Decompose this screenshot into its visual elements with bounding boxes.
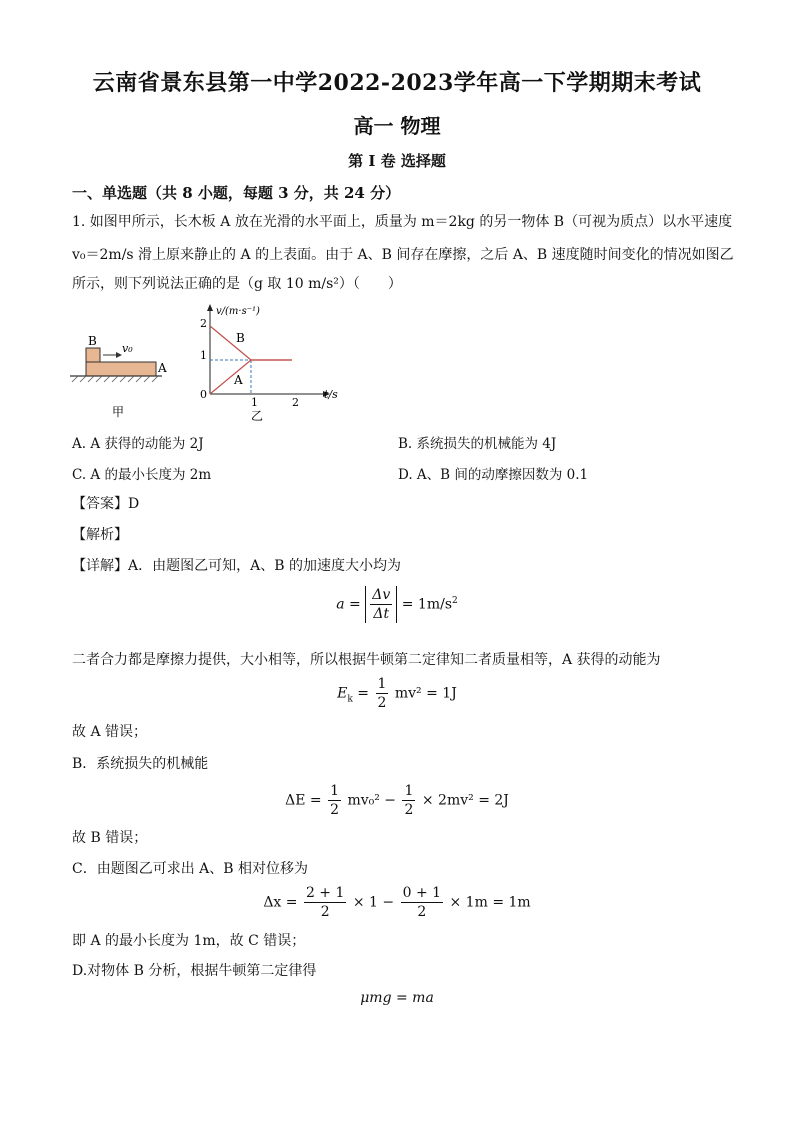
detail-line-2: 二者合力都是摩擦力提供，大小相等，所以根据牛顿第二定律知二者质量相等，A 获得的动能为 <box>72 652 661 668</box>
series-label-a: A <box>234 373 243 387</box>
y-axis-arrowhead <box>207 304 213 311</box>
analysis-heading: 【解析】 <box>72 527 128 543</box>
detail-line-4: B．系统损失的机械能 <box>72 756 209 772</box>
answer-line: 【答案】D <box>72 496 140 512</box>
y-tick-1: 1 <box>200 349 207 362</box>
option-a: A. A 获得的动能为 2J <box>72 436 204 452</box>
board-a <box>86 362 156 376</box>
series-line-b <box>210 326 292 360</box>
equation-kinetic-energy: $E_k$ = $\frac{1}{2}$ mv² = 1J <box>337 676 457 711</box>
series-label-b: B <box>236 331 245 345</box>
detail-line-7: 即 A 的最小长度为 1m，故 C 错误； <box>72 933 306 949</box>
block-b <box>86 348 100 362</box>
subject-title: 高一 物理 <box>353 114 441 138</box>
caption-jia: 甲 <box>112 405 125 419</box>
equation-friction: μmg = ma <box>360 990 434 1006</box>
option-b: B. 系统损失的机械能为 4J <box>398 436 557 452</box>
detail-line-1: 【详解】A．由题图乙可知，A、B 的加速度大小均为 <box>72 558 401 574</box>
x-tick-2: 2 <box>292 396 299 409</box>
option-c: C. A 的最小长度为 2m <box>72 467 212 483</box>
page-title: 云南省景东县第一中学2022-2023学年高一下学期期末考试 <box>92 70 702 96</box>
detail-line-8: D.对物体 B 分析，根据牛顿第二定律得 <box>72 963 317 979</box>
y-tick-0: 0 <box>200 388 207 401</box>
section-heading: 一、单选题（共 8 小题，每题 3 分，共 24 分） <box>72 184 401 202</box>
equation-energy-loss: ΔE = $\frac{1}{2}$ mv₀² − $\frac{1}{2}$ × 2mv² = 2J <box>285 783 509 818</box>
question-line-3: 所示，则下列说法正确的是（g 取 10 m/s²）（ ） <box>72 276 402 292</box>
question-line-1: 1. 如图甲所示，长木板 A 放在光滑的水平面上，质量为 m＝2kg 的另一物体 B（可视为质点）以水平速度 <box>72 214 733 230</box>
detail-line-5: 故 B 错误； <box>72 830 148 846</box>
y-axis-label: v/(m·s⁻¹) <box>216 306 260 317</box>
y-tick-2: 2 <box>200 317 207 330</box>
detail-line-3: 故 A 错误； <box>72 724 148 740</box>
ground-hatching <box>72 376 158 382</box>
equation-acceleration: a = $\frac{\Delta v}{\Delta t}$ = $1m/s^2$ <box>336 587 458 622</box>
label-v0: v₀ <box>122 342 133 355</box>
equation-relative-displacement: Δx = $\frac{2 + 1}{2}$ × 1 − $\frac{0 + 1}{2}$ × 1m = 1m <box>263 885 531 920</box>
volume-title: 第 I 卷 选择题 <box>348 152 446 170</box>
label-b: B <box>88 334 97 348</box>
option-d: D. A、B 间的动摩擦因数为 0.1 <box>398 467 589 483</box>
figure-jia <box>66 330 186 422</box>
x-tick-1: 1 <box>251 396 258 409</box>
detail-line-6: C．由题图乙可求出 A、B 相对位移为 <box>72 861 309 877</box>
figure-yi-chart <box>196 302 346 424</box>
x-axis-label: t/s <box>324 388 338 401</box>
label-a: A <box>158 361 167 375</box>
question-line-2: v₀＝2m/s 滑上原来静止的 A 的上表面。由于 A、B 间存在摩擦，之后 A、B 速度随时间变化的情况如图乙 <box>72 247 734 263</box>
caption-yi: 乙 <box>251 409 264 423</box>
